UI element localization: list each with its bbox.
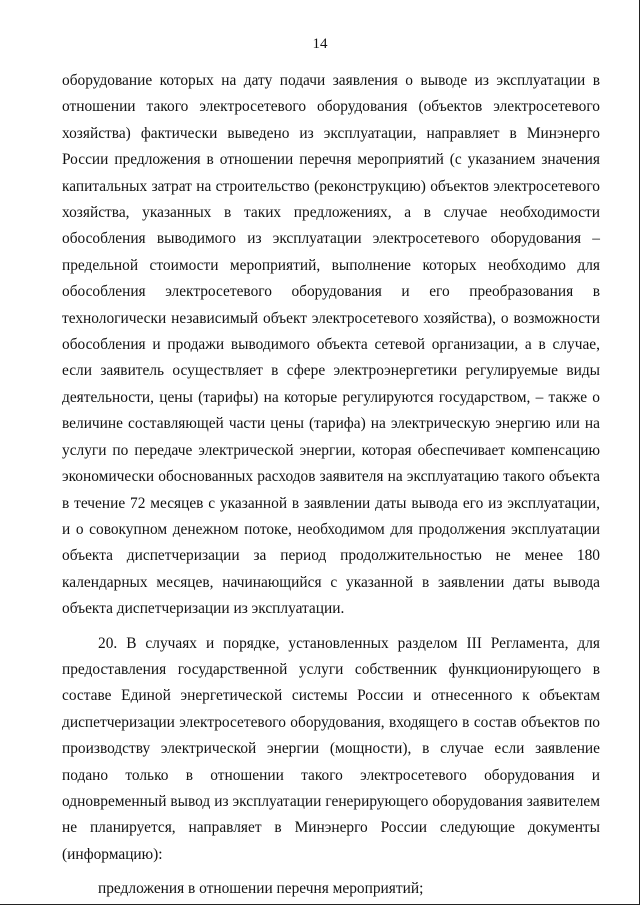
paragraph-item-20: 20. В случаях и порядке, установленных разделом III Регламента, для предоставления государственной услуги собственник функционирующего в составе Единой энергетической системы России и отнесенного к объектам диспетчеризации электросетевого оборудования, входящего в состав объектов по производству электрической энергии (мощности), в случае если заявление подано только в отношении такого электросетевого оборудования и одновременный вывод из эксплуатации генерирующего оборудования заявителем не планируется, направляет в Минэнерго России следующие документы (информацию): bbox=[62, 634, 600, 863]
paragraph-list-item: предложения в отношении перечня мероприятий; bbox=[98, 880, 424, 898]
document-body bbox=[62, 68, 600, 903]
page-number: 14 bbox=[312, 36, 328, 52]
paragraph-continuation: оборудование которых на дату подачи заявления о выводе из эксплуатации в отношении такого электросетевого оборудования (объектов электросетевого хозяйства) фактически выведено из эксплуатации, направляет в Минэнерго России предложения в отношении перечня мероприятий (с указанием значения капитальных затрат на строительство (реконструкцию) объектов электросетевого хозяйства, указанных в таких предложениях, а в случае необходимости обособления выводимого из эксплуатации электросетевого оборудования – предельной стоимости мероприятий, выполнение которых необходимо для обособления электросетевого оборудования и его преобразования в технологически независимый объект электросетевого хозяйства), о возможности обособления и продажи выводимого объекта сетевой организации, а в случае, если заявитель осуществляет в сфере электроэнергетики регулируемые виды деятельности, цены (тарифы) на которые регулируются государством, – также о величине составляющей части цены (тарифа) на электрическую энергию или на услуги по передаче электрической энергии, которая обеспечивает компенсацию экономически обоснованных расходов заявителя на эксплуатацию такого объекта в течение 72 месяцев с указанной в заявлении даты вывода его из эксплуатации, и о совокупном денежном потоке, необходимом для продолжения эксплуатации объекта диспетчеризации за период продолжительностью не менее 180 календарных месяцев, начинающийся с указанной в заявлении даты вывода объекта диспетчеризации из эксплуатации. bbox=[62, 72, 600, 618]
